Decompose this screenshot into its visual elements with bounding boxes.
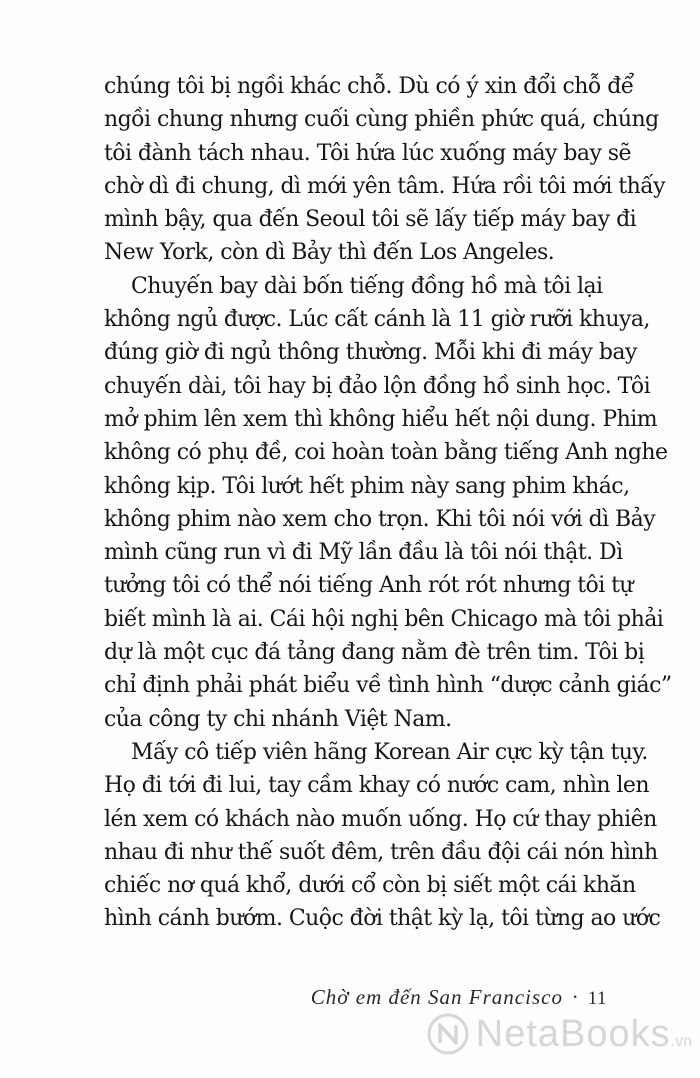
text-line: hình cánh bướm. Cuộc đời thật kỳ lạ, tôi từng ao ước xyxy=(104,906,661,932)
text-line: mình bậy, qua đến Seoul tôi sẽ lấy tiếp máy bay đi xyxy=(104,207,637,233)
text-line: chúng tôi bị ngồi khác chỗ. Dù có ý xin đổi chỗ để xyxy=(104,74,634,99)
text-line: chờ dì đi chung, dì mới yên tâm. Hứa rồi tôi mới thấy xyxy=(104,173,666,199)
text-line: đúng giờ đi ngủ thông thường. Mỗi khi đi máy bay xyxy=(104,340,637,366)
watermark-brand: NetaBooks xyxy=(475,1012,671,1055)
text-line: nhau đi như thế suốt đêm, trên đầu đội cái nón hình xyxy=(104,839,658,865)
body-text xyxy=(104,70,672,936)
text-line: chuyến dài, tôi hay bị đảo lộn đồng hồ sinh học. Tôi xyxy=(104,373,651,399)
page-number: 11 xyxy=(587,988,607,1009)
watermark xyxy=(426,1012,692,1056)
text-line: mình cũng run vì đi Mỹ lần đầu là tôi nói thật. Dì xyxy=(104,540,623,566)
watermark-text xyxy=(476,1013,692,1056)
paragraph-start-line: Chuyến bay dài bốn tiếng đồng hồ mà tôi lại xyxy=(131,273,603,299)
text-line: không ngủ được. Lúc cất cánh là 11 giờ rưỡi khuya, xyxy=(104,307,650,333)
text-line: chỉ định phải phát biểu về tình hình “dược cảnh giác” xyxy=(104,673,672,699)
text-line: không kịp. Tôi lướt hết phim này sang phim khác, xyxy=(104,473,630,499)
watermark-tld: .vn xyxy=(670,1032,692,1050)
text-line: mở phim lên xem thì không hiểu hết nội dung. Phim xyxy=(104,406,658,432)
text-line: chiếc nơ quá khổ, dưới cổ còn bị siết một cái khăn xyxy=(104,873,636,899)
book-title: Chờ em đến San Francisco xyxy=(310,985,563,1009)
text-line: dự là một cục đá tảng đang nằm đè trên tim. Tôi bị xyxy=(104,640,645,666)
text-line: của công ty chi nhánh Việt Nam. xyxy=(104,706,452,732)
netabooks-logo-icon xyxy=(426,1012,470,1056)
text-line: Họ đi tới đi lui, tay cầm khay có nước cam, nhìn len xyxy=(104,773,649,799)
running-footer xyxy=(311,985,607,1010)
text-line: tôi đành tách nhau. Tôi hứa lúc xuống máy bay sẽ xyxy=(104,140,631,166)
text-line: New York, còn dì Bảy thì đến Los Angeles. xyxy=(104,240,555,266)
text-line: biết mình là ai. Cái hội nghị bên Chicago mà tôi phải xyxy=(104,606,664,632)
footer-separator: · xyxy=(572,985,579,1009)
text-line: tưởng tôi có thể nói tiếng Anh rót rót nhưng tôi tự xyxy=(104,573,634,599)
text-line: ngồi chung nhưng cuối cùng phiền phức quá, chúng xyxy=(104,107,659,133)
text-line: không có phụ đề, coi hoàn toàn bằng tiếng Anh nghe xyxy=(104,440,668,466)
text-line: không phim nào xem cho trọn. Khi tôi nói với dì Bảy xyxy=(104,506,656,532)
paragraph-start-line: Mấy cô tiếp viên hãng Korean Air cực kỳ tận tụy. xyxy=(131,739,648,765)
text-line: lén xem có khách nào muốn uống. Họ cứ thay phiên xyxy=(104,806,657,832)
